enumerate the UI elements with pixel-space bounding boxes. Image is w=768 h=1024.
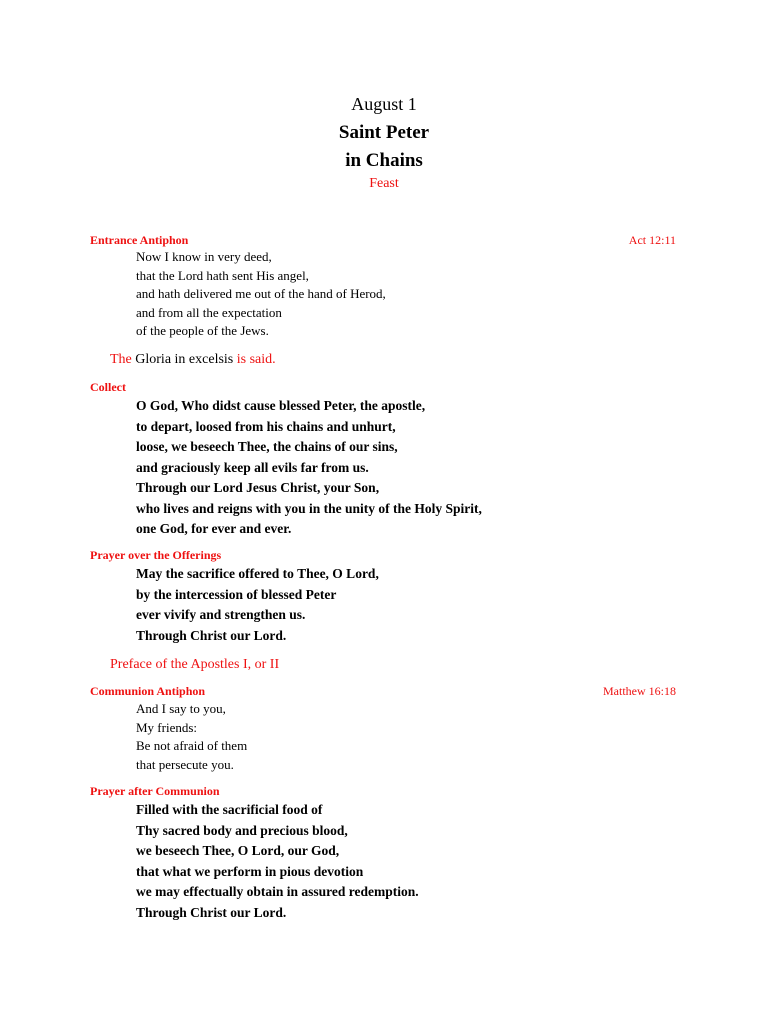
collect-text xyxy=(136,396,482,540)
verse-line: and hath delivered me out of the hand of Herod, xyxy=(136,286,386,302)
gloria-rubric-name: Gloria in excelsis xyxy=(135,352,234,367)
prayer-line: loose, we beseech Thee, the chains of our sins, xyxy=(136,439,398,454)
prayer-line: O God, Who didst cause blessed Peter, the apostle, xyxy=(136,398,426,413)
prayer-line: Filled with the sacrificial food of xyxy=(136,802,323,817)
prayer-line: by the intercession of blessed Peter xyxy=(136,586,337,602)
prayer-line: that what we perform in pious devotion xyxy=(136,863,364,879)
prayer-line: we beseech Thee, O Lord, our God, xyxy=(136,843,340,858)
verse-line: My friends: xyxy=(136,719,198,735)
preface-rubric: Preface of the Apostles I, or II xyxy=(110,657,280,672)
verse-line: that the Lord hath sent His angel, xyxy=(136,267,309,283)
feast-title-line-2: in Chains xyxy=(345,150,423,171)
prayer-line: we may effectually obtain in assured redemption. xyxy=(136,884,419,899)
after-communion-text xyxy=(136,800,419,923)
verse-line: of the people of the Jews. xyxy=(136,323,269,339)
prayer-line: one God, for ever and ever. xyxy=(136,521,292,536)
offerings-text xyxy=(136,564,379,646)
after-communion-heading: Prayer after Communion xyxy=(90,784,220,798)
feast-date: August 1 xyxy=(351,94,417,114)
verse-line: that persecute you. xyxy=(136,756,234,772)
prayer-line: Thy sacred body and precious blood, xyxy=(136,822,348,838)
entrance-antiphon-heading: Entrance Antiphon xyxy=(90,233,189,247)
entrance-antiphon-reference: Act 12:11 xyxy=(628,233,676,247)
entrance-antiphon-text xyxy=(136,248,386,341)
prayer-line: who lives and reigns with you in the unity of the Holy Spirit, xyxy=(136,500,482,516)
feast-rank: Feast xyxy=(369,176,399,191)
prayer-line: Through Christ our Lord. xyxy=(136,904,287,920)
prayer-line: ever vivify and strengthen us. xyxy=(136,607,306,622)
collect-heading: Collect xyxy=(90,380,126,394)
communion-antiphon-heading: Communion Antiphon xyxy=(90,684,206,698)
prayer-line: Through Christ our Lord. xyxy=(136,627,287,643)
feast-title-line-1: Saint Peter xyxy=(338,122,430,143)
verse-line: Be not afraid of them xyxy=(136,738,248,754)
communion-antiphon-text xyxy=(136,700,247,774)
offerings-heading: Prayer over the Offerings xyxy=(90,548,222,562)
prayer-line: and graciously keep all evils far from us. xyxy=(136,459,369,475)
gloria-rubric-suffix: is said. xyxy=(236,352,276,367)
prayer-line: Through our Lord Jesus Christ, your Son, xyxy=(136,480,380,495)
prayer-line: May the sacrifice offered to Thee, O Lord, xyxy=(136,566,379,581)
verse-line: Now I know in very deed, xyxy=(136,249,272,264)
prayer-line: to depart, loosed from his chains and unhurt, xyxy=(136,418,396,434)
gloria-rubric-prefix: The xyxy=(110,352,132,367)
verse-line: And I say to you, xyxy=(136,701,226,716)
gloria-rubric xyxy=(110,351,276,369)
communion-antiphon-reference: Matthew 16:18 xyxy=(603,684,676,698)
verse-line: and from all the expectation xyxy=(136,304,282,320)
